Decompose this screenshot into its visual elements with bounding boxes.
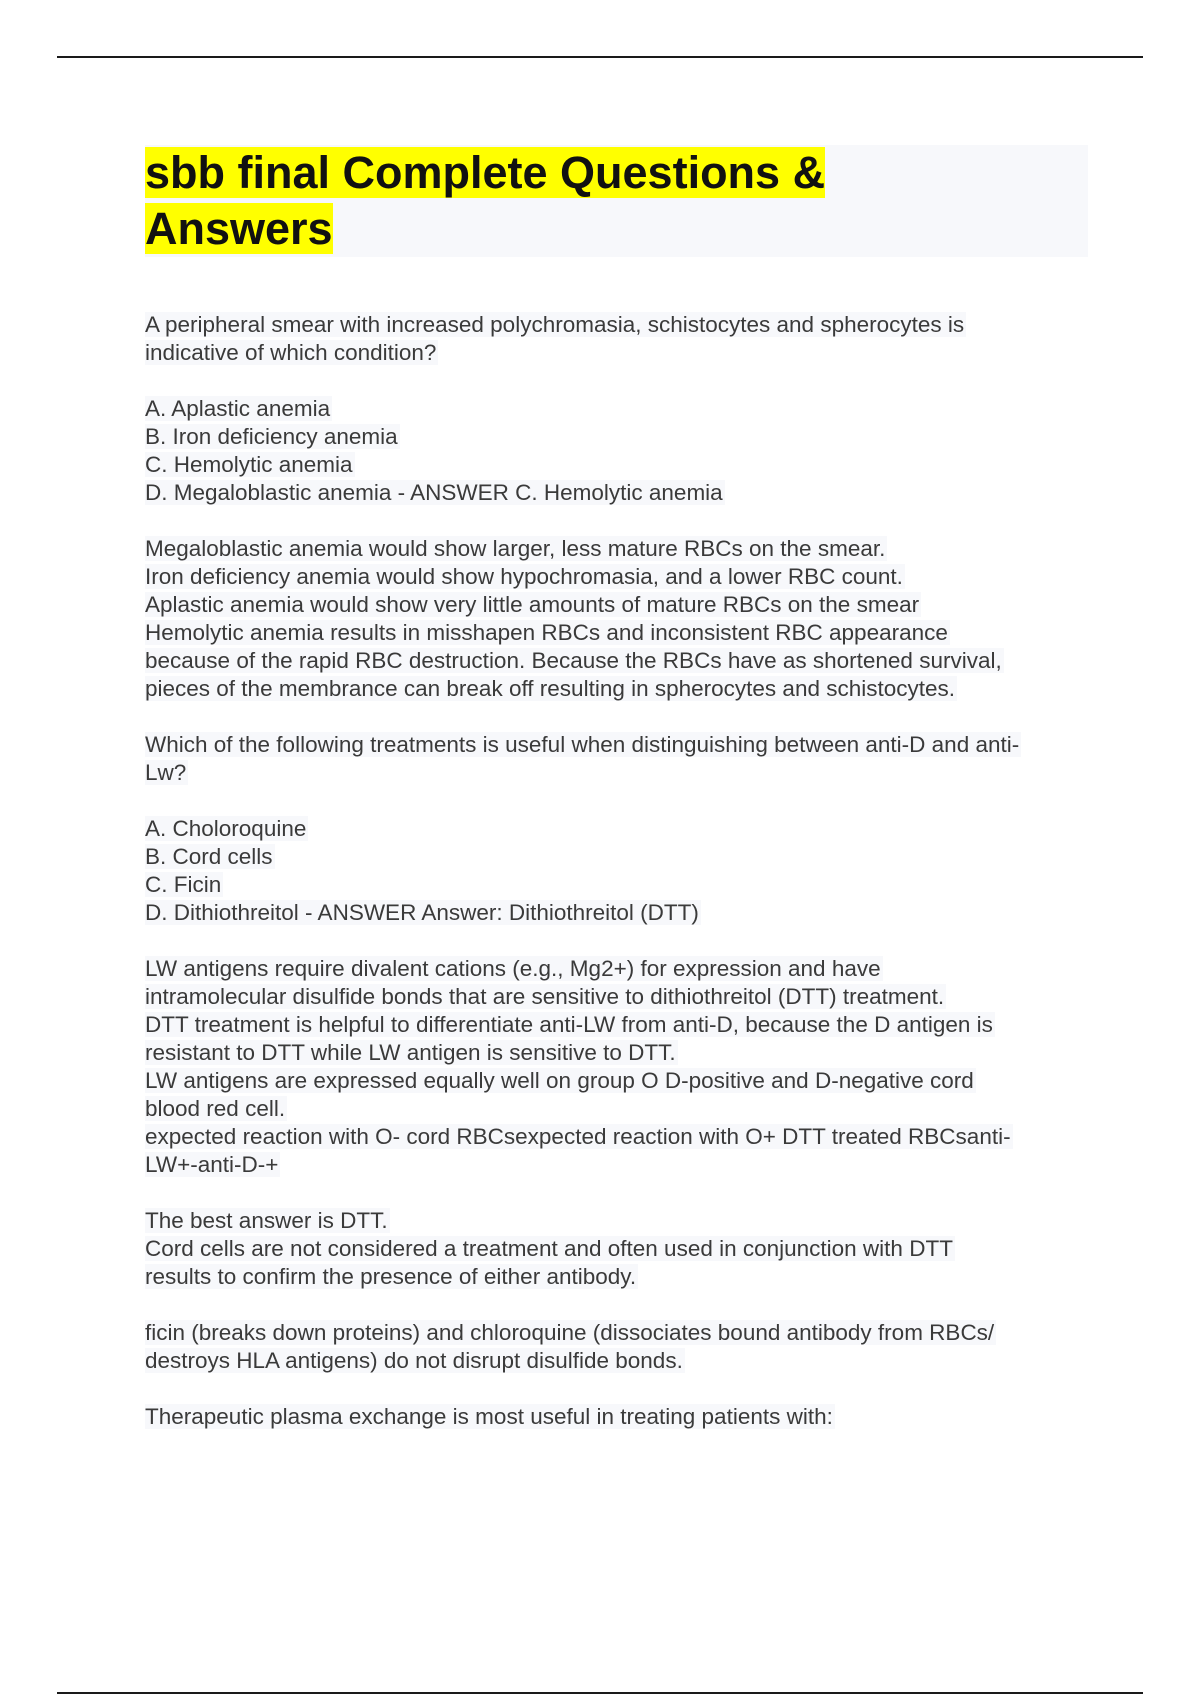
text-line-content: intramolecular disulfide bonds that are sensitive to dithiothreitol (DTT) treatment.	[145, 984, 945, 1009]
bottom-divider	[57, 1692, 1143, 1694]
top-divider	[57, 56, 1143, 58]
text-line	[145, 647, 1088, 675]
text-line-content: Which of the following treatments is useful when distinguishing between anti-D and anti-	[145, 732, 1020, 757]
text-line	[145, 1095, 1088, 1123]
text-line-content: Hemolytic anemia results in misshapen RBCs and inconsistent RBC appearance	[145, 620, 948, 645]
document-title	[145, 145, 1088, 257]
text-line-content: LW antigens require divalent cations (e.g., Mg2+) for expression and have	[145, 956, 881, 981]
text-line	[145, 843, 1088, 871]
text-line	[145, 955, 1088, 983]
text-line	[145, 1151, 1088, 1179]
text-line	[145, 1263, 1088, 1291]
text-line-content: Megaloblastic anemia would show larger, less mature RBCs on the smear.	[145, 536, 886, 561]
text-line	[145, 1123, 1088, 1151]
text-line-content: because of the rapid RBC destruction. Because the RBCs have as shortened survival,	[145, 648, 1002, 673]
title-block	[145, 145, 1088, 257]
text-line-content: DTT treatment is helpful to differentiate anti-LW from anti-D, because the D antigen is	[145, 1012, 993, 1037]
text-line	[145, 899, 1088, 927]
text-line	[145, 451, 1088, 479]
text-line-content: Iron deficiency anemia would show hypochromasia, and a lower RBC count.	[145, 564, 903, 589]
text-line-content: LW+-anti-D-+	[145, 1152, 279, 1177]
text-line	[145, 675, 1088, 703]
text-line-content: B. Iron deficiency anemia	[145, 424, 398, 449]
text-line	[145, 1207, 1088, 1235]
paragraph-gap	[145, 367, 1088, 395]
text-line	[145, 423, 1088, 451]
text-line	[145, 395, 1088, 423]
text-line	[145, 731, 1088, 759]
paragraph-gap	[145, 927, 1088, 955]
text-line	[145, 759, 1088, 787]
paragraph-gap	[145, 1375, 1088, 1403]
text-line-content: D. Dithiothreitol - ANSWER Answer: Dithiothreitol (DTT)	[145, 900, 699, 925]
text-line	[145, 591, 1088, 619]
text-line	[145, 1319, 1088, 1347]
text-line-content: pieces of the membrance can break off resulting in spherocytes and schistocytes.	[145, 676, 956, 701]
text-line-content: blood red cell.	[145, 1096, 286, 1121]
text-line-content: C. Ficin	[145, 872, 222, 897]
text-line	[145, 871, 1088, 899]
text-line-content: C. Hemolytic anemia	[145, 452, 353, 477]
text-line-content: A. Choloroquine	[145, 816, 307, 841]
text-line	[145, 311, 1088, 339]
text-line-content: ficin (breaks down proteins) and chloroquine (dissociates bound antibody from RBCs/	[145, 1320, 995, 1345]
paragraph-gap	[145, 1291, 1088, 1319]
text-line-content: destroys HLA antigens) do not disrupt disulfide bonds.	[145, 1348, 683, 1373]
paragraph-gap	[145, 787, 1088, 815]
text-line-content: Therapeutic plasma exchange is most useful in treating patients with:	[145, 1404, 833, 1429]
text-line	[145, 535, 1088, 563]
title-line-1: sbb final Complete Questions &	[145, 147, 826, 198]
text-line-content: A peripheral smear with increased polychromasia, schistocytes and spherocytes is	[145, 312, 965, 337]
text-line	[145, 1011, 1088, 1039]
text-line-content: A. Aplastic anemia	[145, 396, 331, 421]
text-line	[145, 815, 1088, 843]
text-line	[145, 1347, 1088, 1375]
text-line-content: resistant to DTT while LW antigen is sensitive to DTT.	[145, 1040, 676, 1065]
text-line	[145, 1067, 1088, 1095]
title-line-2: Answers	[145, 203, 333, 254]
text-line	[145, 1235, 1088, 1263]
text-line	[145, 983, 1088, 1011]
text-line	[145, 339, 1088, 367]
text-line-content: results to confirm the presence of either antibody.	[145, 1264, 637, 1289]
text-line	[145, 1403, 1088, 1431]
document-body	[145, 311, 1088, 1431]
text-line-content: expected reaction with O- cord RBCsexpected reaction with O+ DTT treated RBCsanti-	[145, 1124, 1011, 1149]
text-line-content: Cord cells are not considered a treatment and often used in conjunction with DTT	[145, 1236, 953, 1261]
paragraph-gap	[145, 703, 1088, 731]
text-line	[145, 563, 1088, 591]
text-line	[145, 619, 1088, 647]
text-line	[145, 1039, 1088, 1067]
paragraph-gap	[145, 507, 1088, 535]
text-line-content: B. Cord cells	[145, 844, 273, 869]
text-line-content: indicative of which condition?	[145, 340, 437, 365]
text-line-content: Aplastic anemia would show very little amounts of mature RBCs on the smear	[145, 592, 920, 617]
text-line	[145, 479, 1088, 507]
text-line-content: Lw?	[145, 760, 187, 785]
paragraph-gap	[145, 1179, 1088, 1207]
text-line-content: LW antigens are expressed equally well on group O D-positive and D-negative cord	[145, 1068, 974, 1093]
text-line-content: The best answer is DTT.	[145, 1208, 388, 1233]
text-line-content: D. Megaloblastic anemia - ANSWER C. Hemolytic anemia	[145, 480, 723, 505]
